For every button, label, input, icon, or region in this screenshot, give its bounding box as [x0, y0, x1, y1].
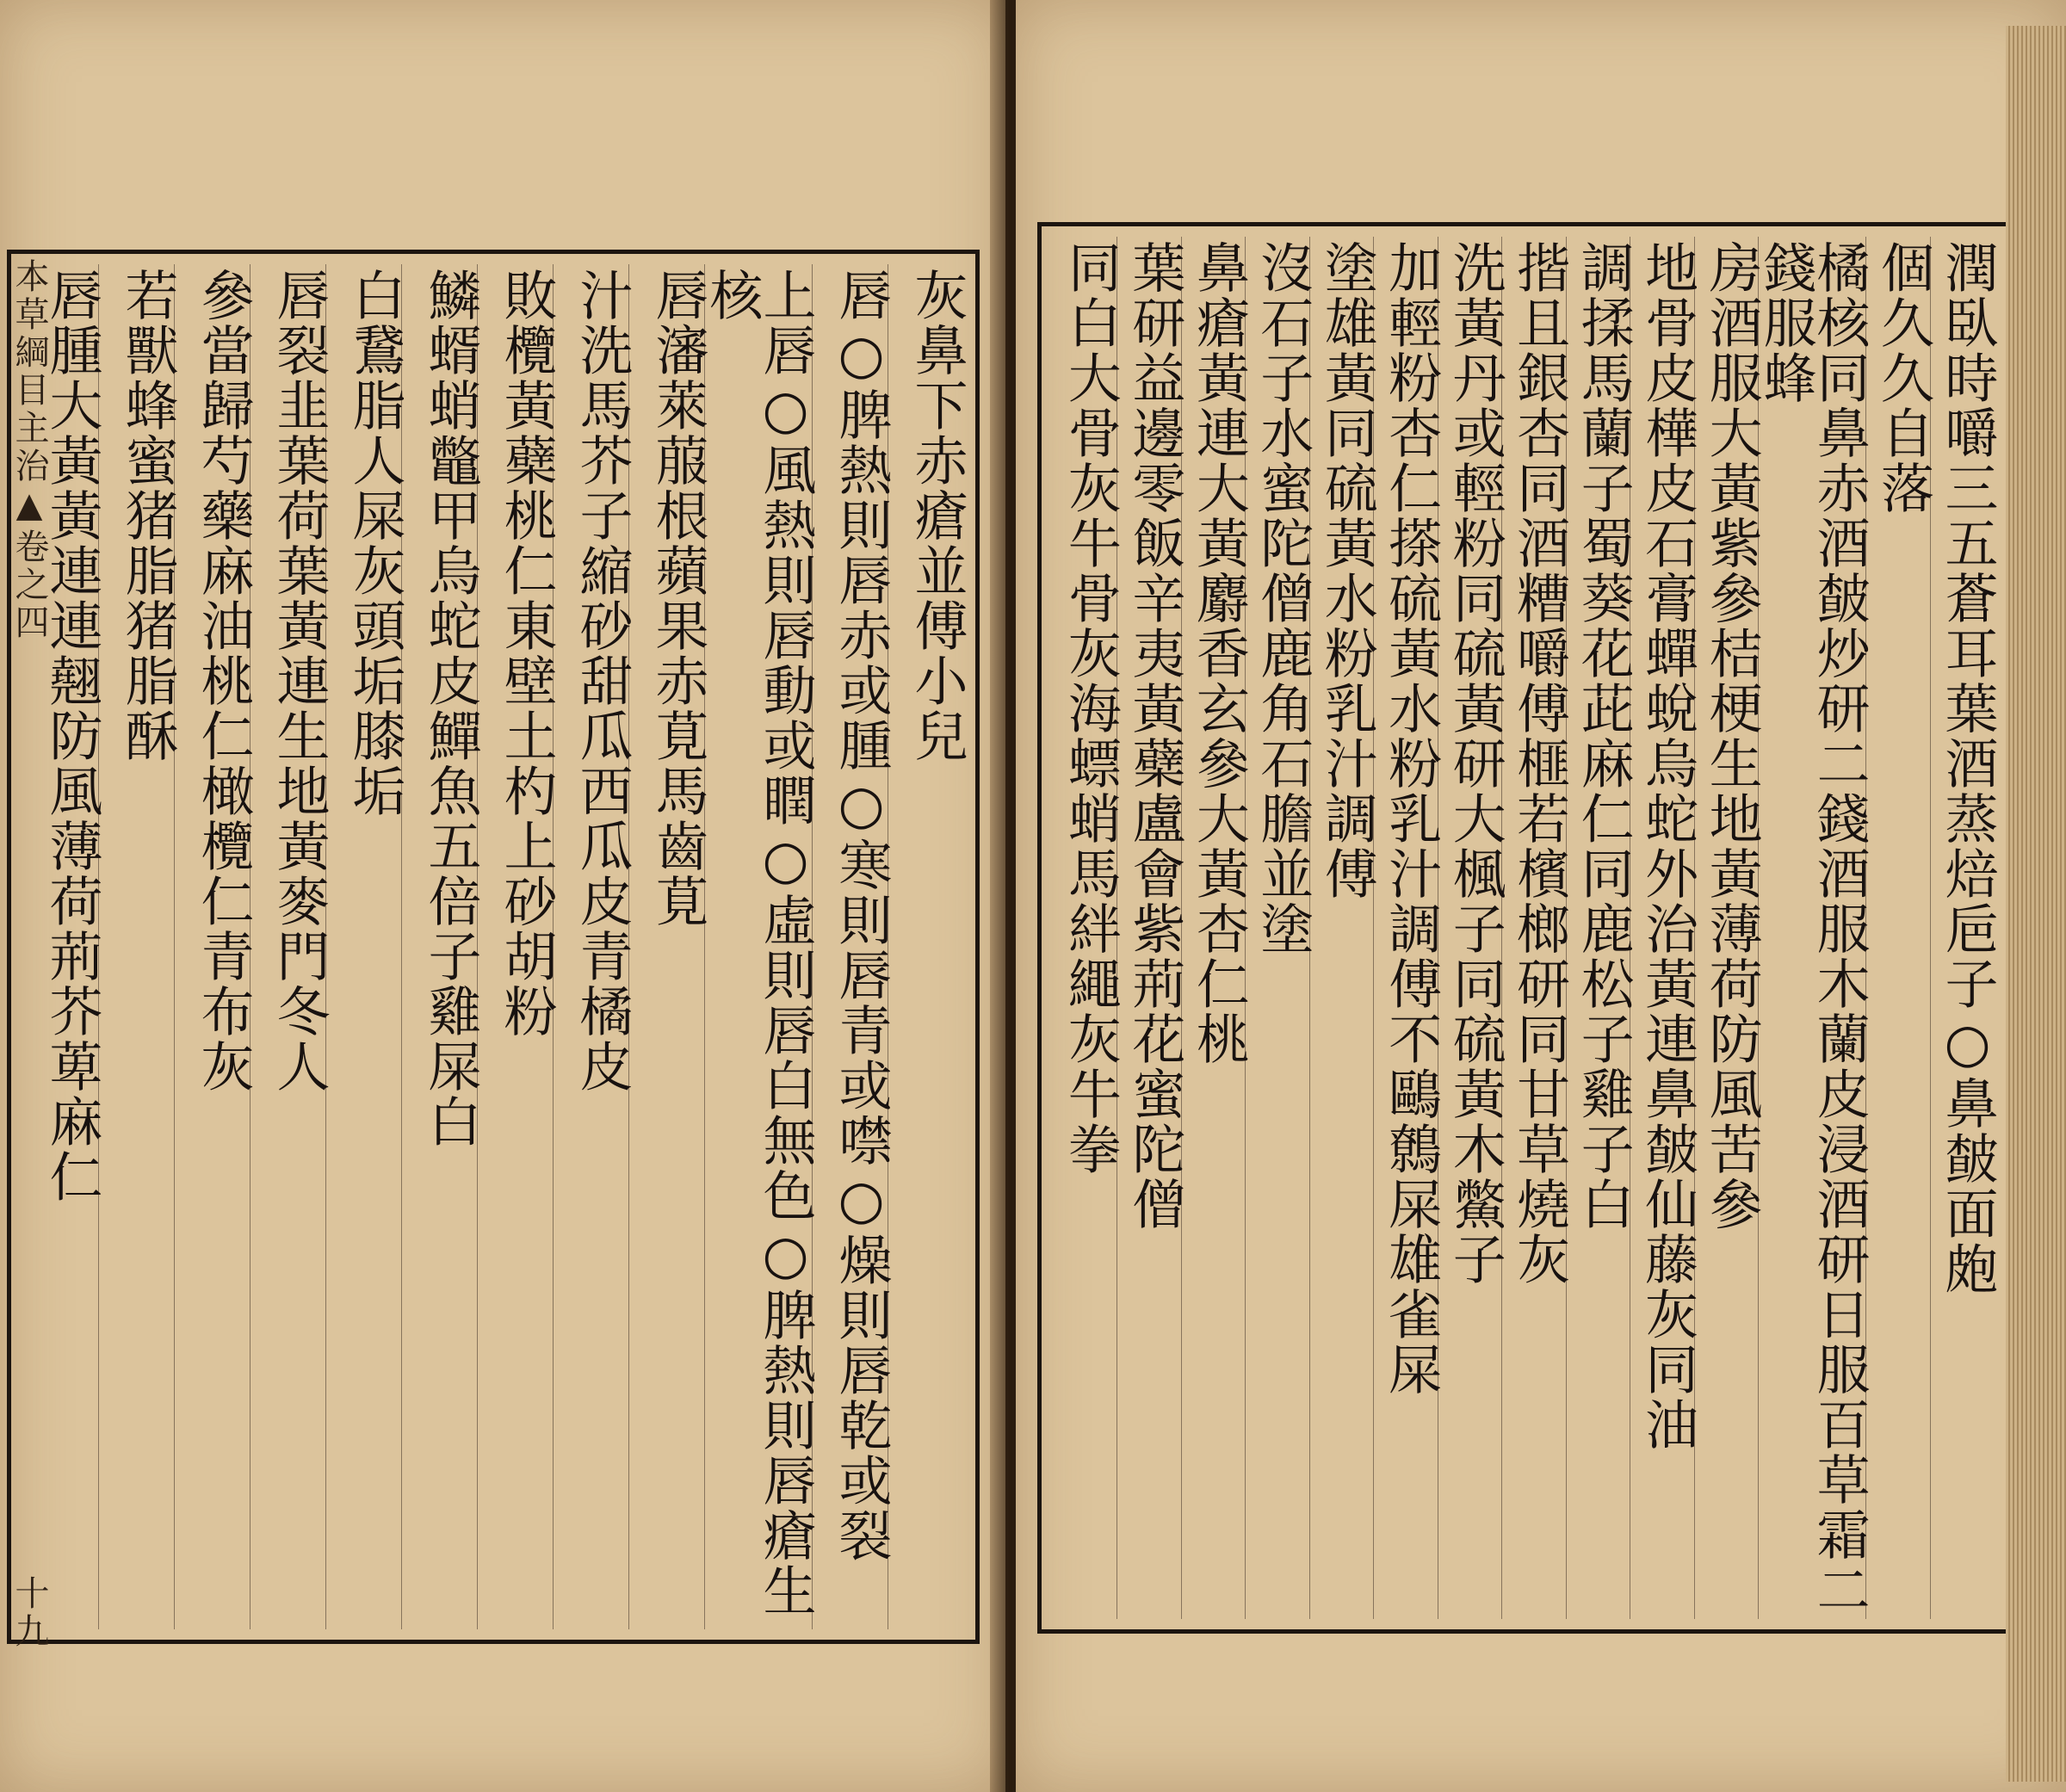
left-column: 灰鼻下赤瘡並傅小兒 — [888, 264, 963, 1629]
right-column: 加輕粉杏仁搽硫黃水粉乳汁調傅不鷗鷯屎雄雀屎 — [1373, 237, 1437, 1619]
left-column: 白鵞脂人屎灰頭垢膝垢 — [325, 264, 401, 1629]
left-column: 若獸蜂蜜猪脂猪脂酥 — [98, 264, 174, 1629]
right-column: 塗雄黃同硫黃水粉乳汁調傅 — [1309, 237, 1373, 1619]
right-column: 調揉馬蘭子蜀葵花茈麻仁同鹿松子雞子白 — [1566, 237, 1630, 1619]
right-page — [1016, 0, 2066, 1792]
left-page — [0, 0, 1005, 1792]
left-column: 唇裂韭葉荷葉黃連生地黃麥門冬人 — [250, 264, 325, 1629]
right-column: 個久久自落 — [1865, 237, 1929, 1619]
right-column: 房酒服大黃紫參桔梗生地黃薄荷防風苦參 — [1694, 237, 1758, 1619]
right-text-frame — [1037, 222, 2010, 1634]
right-column: 橘核同鼻赤酒皶炒研二錢酒服木蘭皮浸酒研日服百草霜二錢服蜂 — [1758, 237, 1865, 1619]
left-column: 唇腫大黃黃連連翹防風薄荷荊芥萆麻仁 — [40, 268, 103, 1204]
left-columns — [23, 264, 968, 1629]
page-edges — [2006, 26, 2066, 1782]
right-column: 沒石子水蜜陀僧鹿角石膽並塗 — [1245, 237, 1308, 1619]
right-column: 洗黃丹或輕粉同硫黃研大楓子同硫黃木鱉子 — [1438, 237, 1501, 1619]
right-columns — [1054, 237, 1999, 1619]
left-column: 鱗蝑蛸鼈甲烏蛇皮鱓魚五倍子雞屎白 — [401, 264, 477, 1629]
left-column: 唇瀋萊菔根蘋果赤莧馬齒莧 — [628, 264, 704, 1629]
right-column: 葉研益邊零飯辛夷黃蘗盧會紫荊花蜜陀僧 — [1117, 237, 1180, 1619]
right-column: 鼻瘡黃連大黃麝香玄參大黃杏仁桃 — [1181, 237, 1245, 1619]
right-column: 地骨皮樺皮石膏蟬蛻烏蛇外治黃連鼻皶仙藤灰同油 — [1630, 237, 1693, 1619]
right-column: 潤臥時嚼三五蒼耳葉酒蒸焙巵子○鼻皶面皰 — [1930, 237, 1994, 1619]
right-column: 同白大骨灰牛骨灰海螵蛸馬絆繩灰牛拳 — [1059, 240, 1123, 1177]
left-folio: 十九 — [9, 1575, 49, 1651]
left-column: 汁洗馬芥子縮砂甜瓜西瓜皮青橘皮 — [553, 264, 628, 1629]
left-column: 唇○脾熱則唇赤或腫○寒則唇青或噤○燥則唇乾或裂 — [812, 264, 888, 1629]
left-column: 敗欖黃蘗桃仁東壁土杓上砂胡粉 — [477, 264, 553, 1629]
left-margin-title: 本草綱目主治▲卷之四 — [9, 258, 49, 642]
left-column: 上唇○風熱則唇動或瞤○虛則唇白無色○脾熱則唇瘡生核 — [704, 264, 812, 1629]
left-text-frame — [7, 250, 980, 1644]
left-column: 參當歸芍藥麻油桃仁橄欖仁青布灰 — [174, 264, 250, 1629]
right-column: 揩且銀杏同酒糟嚼傅榧若檳榔研同甘草燒灰 — [1501, 237, 1565, 1619]
